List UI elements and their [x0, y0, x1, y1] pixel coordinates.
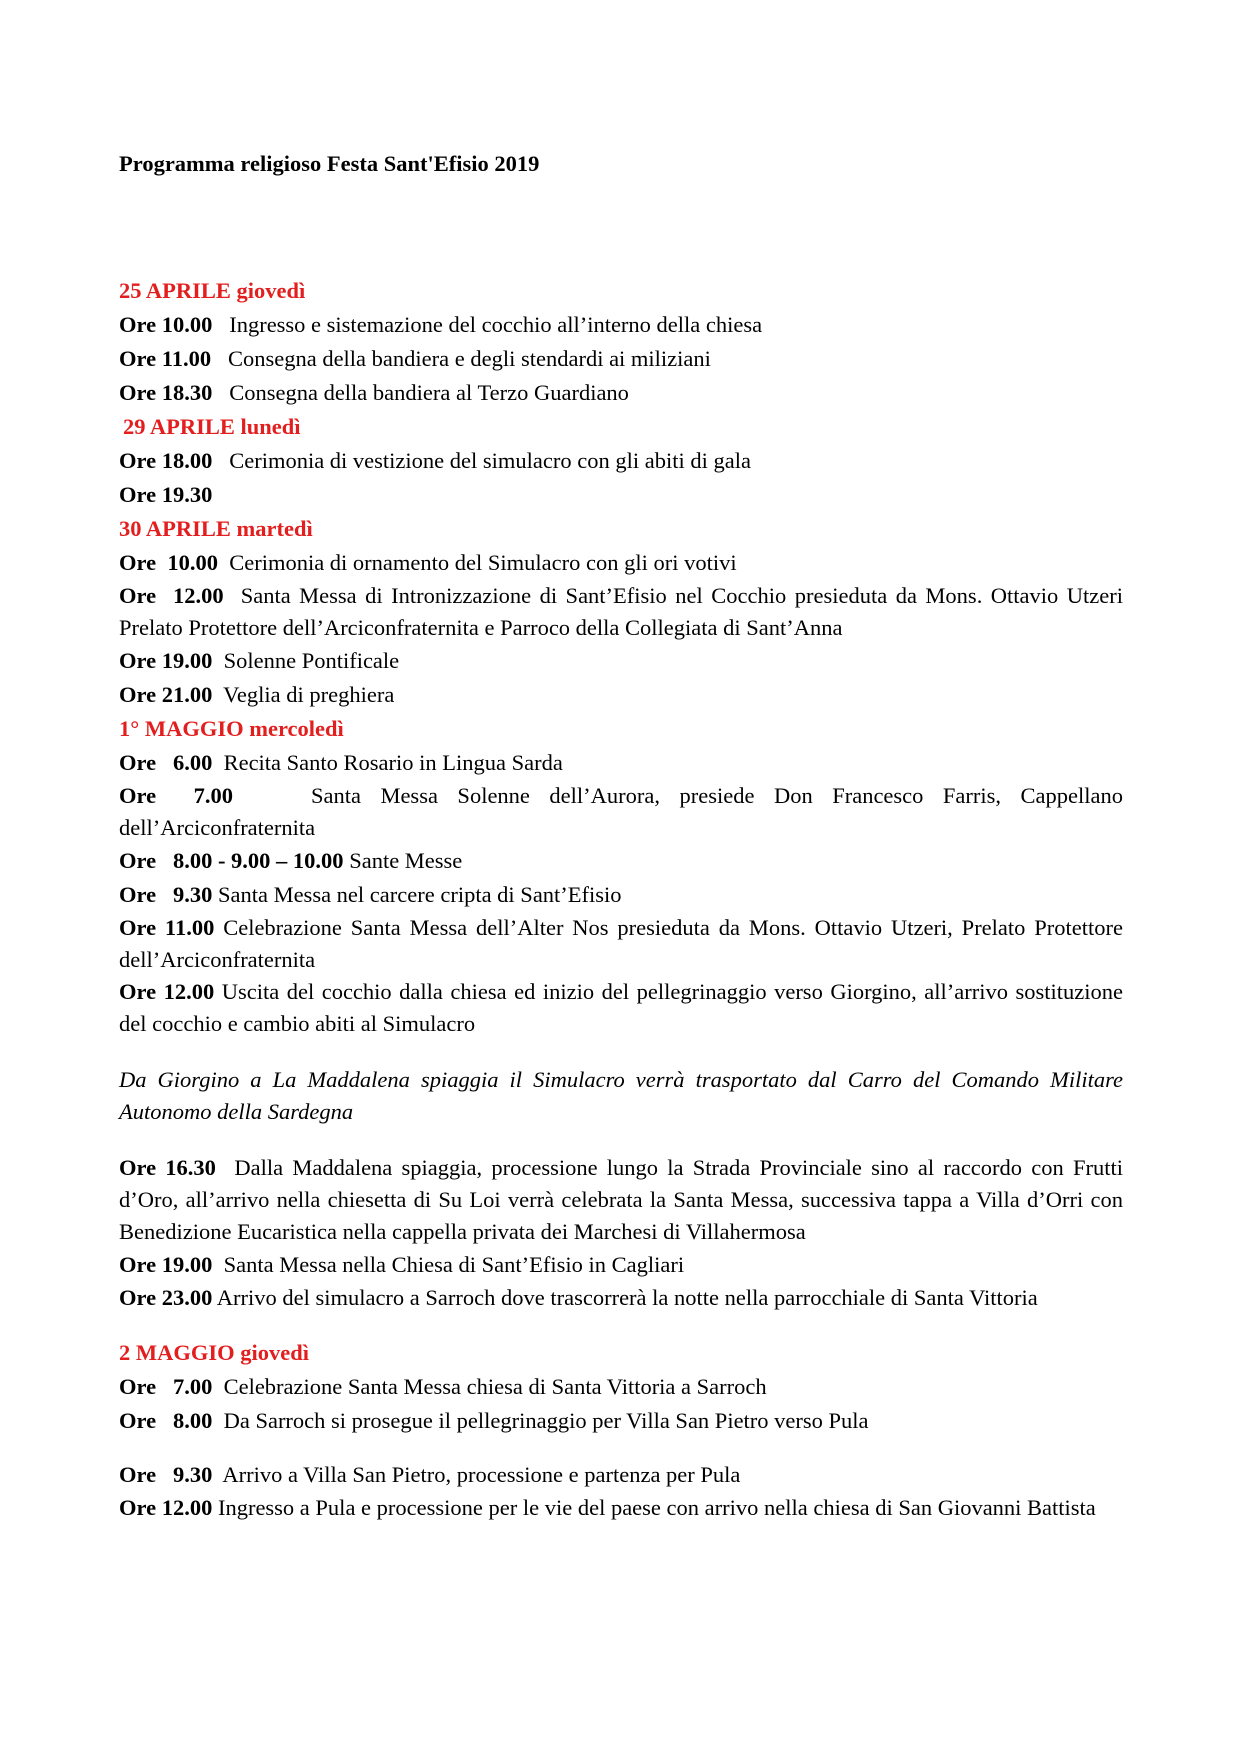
entry-text: Arrivo a Villa San Pietro, processione e partenza per Pula	[222, 1462, 741, 1487]
schedule-entry	[119, 580, 1123, 644]
schedule-entry	[119, 780, 1123, 844]
entry-time: Ore 7.00	[119, 1374, 213, 1399]
entry-text: Santa Messa Solenne dell’Aurora, presiede Don Francesco Farris, Cappellano dell’Arciconfraternita	[119, 783, 1123, 840]
schedule-entry	[119, 1152, 1123, 1248]
entry-text: Ingresso a Pula e processione per le vie del paese con arrivo nella chiesa di San Giovanni Battista	[217, 1495, 1096, 1520]
entry-text: Ingresso e sistemazione del cocchio all’interno della chiesa	[229, 312, 763, 337]
schedule-entry	[119, 546, 1123, 580]
entry-text: Recita Santo Rosario in Lingua Sarda	[223, 750, 563, 775]
schedule-entry	[119, 976, 1123, 1040]
entry-text: Arrivo del simulacro a Sarroch dove trascorrerà la notte nella parrocchiale di Santa Vittoria	[216, 1285, 1038, 1310]
schedule-entry	[119, 1248, 1123, 1282]
entry-time: Ore 19.00	[119, 648, 213, 673]
entry-text: Celebrazione Santa Messa dell’Alter Nos presieduta da Mons. Ottavio Utzeri, Prelato Protettore dell’Arciconfraternita	[119, 915, 1124, 972]
entry-time: Ore 18.00	[119, 448, 213, 473]
schedule-entry	[119, 444, 1123, 478]
schedule-entry	[119, 746, 1123, 780]
entry-text: Sante Messe	[349, 848, 463, 873]
schedule-entry	[119, 376, 1123, 410]
entry-time: Ore 12.00	[119, 979, 215, 1004]
entry-text: Santa Messa nel carcere cripta di Sant’Efisio	[217, 882, 622, 907]
entry-time: Ore 16.30	[119, 1155, 216, 1180]
schedule-entry	[119, 844, 1123, 878]
day-heading: 25 APRILE giovedì	[119, 278, 306, 303]
entry-time: Ore 9.30	[119, 882, 213, 907]
entry-time: Ore 10.00	[119, 550, 218, 575]
document-body	[119, 147, 1123, 1524]
schedule-entry	[119, 478, 1123, 512]
entry-time: Ore 8.00	[119, 1408, 213, 1433]
entry-text: Dalla Maddalena spiaggia, processione lungo la Strada Provinciale sino al raccordo con Frutti d’Oro, all’arrivo nella chiesetta di Su Loi verrà celebrata la Santa Messa, successiva tappa a Villa d’Orri con Benedizione Eucaristica nella cappella privata dei Marchesi di Villahermosa	[119, 1155, 1123, 1244]
entry-text: Veglia di preghiera	[223, 682, 395, 707]
entry-time: Ore 21.00	[119, 682, 213, 707]
entry-time: Ore 8.00 - 9.00 – 10.00	[119, 848, 344, 873]
day-heading: 2 MAGGIO giovedì	[119, 1340, 309, 1365]
schedule-entry	[119, 1404, 1123, 1438]
schedule-entry	[119, 1458, 1123, 1492]
entry-time: Ore 11.00	[119, 915, 215, 940]
schedule-entry	[119, 1370, 1123, 1404]
document-title: Programma religioso Festa Sant'Efisio 2019	[119, 151, 540, 176]
entry-time: Ore 10.00	[119, 312, 213, 337]
entry-time: Ore 19.00	[119, 1252, 213, 1277]
entry-time: Ore 6.00	[119, 750, 213, 775]
entry-time: Ore 23.00	[119, 1285, 213, 1310]
schedule-entry	[119, 342, 1123, 376]
entry-time: Ore 9.30	[119, 1462, 213, 1487]
entry-text: Consegna della bandiera e degli stendardi ai miliziani	[227, 346, 711, 371]
schedule-entry	[119, 644, 1123, 678]
schedule-entry	[119, 878, 1123, 912]
entry-text: Consegna della bandiera al Terzo Guardiano	[229, 380, 629, 405]
schedule-entry	[119, 1282, 1123, 1314]
entry-time: Ore 11.00	[119, 346, 212, 371]
entry-time: Ore 19.30	[119, 482, 213, 507]
entry-text: Cerimonia di vestizione del simulacro con gli abiti di gala	[229, 448, 751, 473]
entry-text: Da Sarroch si prosegue il pellegrinaggio per Villa San Pietro verso Pula	[223, 1408, 869, 1433]
entry-text: Celebrazione Santa Messa chiesa di Santa Vittoria a Sarroch	[223, 1374, 767, 1399]
entry-text: Santa Messa di Intronizzazione di Sant’Efisio nel Cocchio presieduta da Mons. Ottavio Utzeri Prelato Protettore dell’Arciconfraternita e Parroco della Collegiata di Sant’Anna	[119, 583, 1124, 640]
entry-time: Ore 18.30	[119, 380, 213, 405]
schedule-entry	[119, 1492, 1123, 1524]
entry-time: Ore 7.00	[119, 783, 233, 808]
entry-text: Cerimonia di ornamento del Simulacro con gli ori votivi	[229, 550, 737, 575]
entry-text: Solenne Pontificale	[223, 648, 400, 673]
entry-text: Uscita del cocchio dalla chiesa ed inizio del pellegrinaggio verso Giorgino, all’arrivo sostituzione del cocchio e cambio abiti al Simulacro	[119, 979, 1123, 1036]
day-heading: 29 APRILE lunedì	[123, 414, 301, 439]
entry-text: Santa Messa nella Chiesa di Sant’Efisio in Cagliari	[223, 1252, 685, 1277]
schedule-entry	[119, 678, 1123, 712]
day-heading: 1° MAGGIO mercoledì	[119, 716, 344, 741]
italic-note: Da Giorgino a La Maddalena spiaggia il Simulacro verrà trasportato dal Carro del Comando Militare Autonomo della Sardegna	[119, 1067, 1123, 1124]
entry-time: Ore 12.00	[119, 1495, 213, 1520]
day-heading: 30 APRILE martedì	[119, 516, 313, 541]
schedule-entry	[119, 912, 1123, 976]
schedule-entry	[119, 308, 1123, 342]
entry-time: Ore 12.00	[119, 583, 224, 608]
